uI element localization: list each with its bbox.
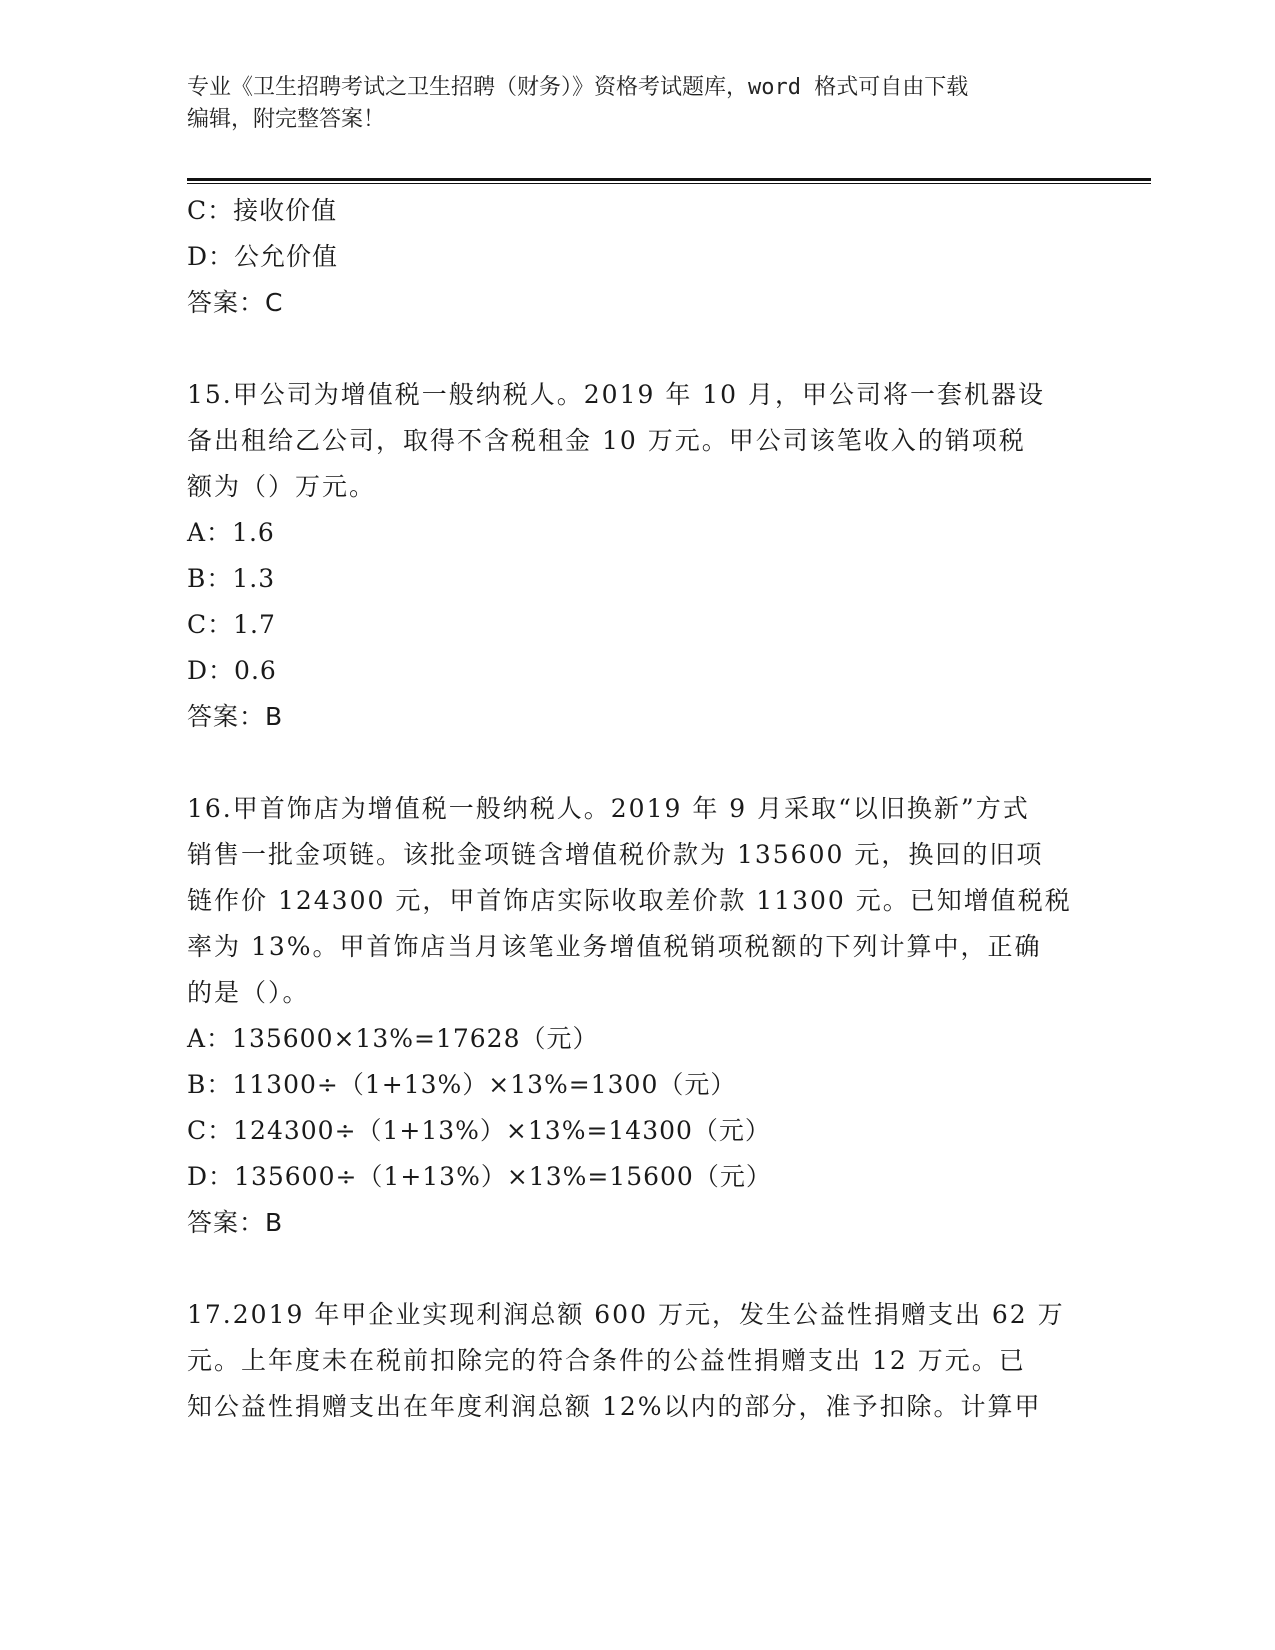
option-d: D：0.6 (187, 656, 277, 685)
answer-line: 答案：B (187, 1208, 284, 1237)
header-line-2: 编辑，附完整答案！ (187, 107, 386, 132)
question-text-line: 元。上年度未在税前扣除完的符合条件的公益性捐赠支出 12 万元。已 (187, 1346, 1026, 1375)
question-text-line: 15.甲公司为增值税一般纳税人。2019 年 10 月，甲公司将一套机器设 (187, 380, 1046, 409)
question-text-line: 率为 13%。甲首饰店当月该笔业务增值税销项税额的下列计算中，正确 (187, 932, 1042, 961)
document-body (187, 188, 1087, 1430)
option-b: B：11300÷（1+13%）×13%=1300（元） (187, 1070, 737, 1099)
spacer (187, 326, 1087, 372)
question-text-line: 的是（）。 (187, 978, 310, 1007)
question-17 (187, 1292, 1087, 1430)
question-text-line: 额为（）万元。 (187, 472, 377, 501)
answer-line: 答案：B (187, 702, 284, 731)
question-text-line: 备出租给乙公司，取得不含税租金 10 万元。甲公司该笔收入的销项税 (187, 426, 1026, 455)
option-a: A：1.6 (187, 518, 275, 547)
header-rule-thin (187, 183, 1151, 184)
question-14-tail (187, 188, 1087, 326)
question-text-line: 销售一批金项链。该批金项链含增值税价款为 135600 元，换回的旧项 (187, 840, 1044, 869)
question-15 (187, 372, 1087, 740)
header-rule-thick (187, 178, 1151, 181)
spacer (187, 1246, 1087, 1292)
option-a: A：135600×13%=17628（元） (187, 1024, 599, 1053)
question-16 (187, 786, 1087, 1246)
question-text-line: 链作价 124300 元，甲首饰店实际收取差价款 11300 元。已知增值税税 (187, 886, 1072, 915)
option-c: C：接收价值 (187, 196, 338, 225)
question-text-line: 16.甲首饰店为增值税一般纳税人。2019 年 9 月采取“以旧换新”方式 (187, 794, 1030, 823)
question-text-line: 知公益性捐赠支出在年度利润总额 12%以内的部分，准予扣除。计算甲 (187, 1392, 1042, 1421)
answer-line: 答案：C (187, 288, 284, 317)
header-line-1: 专业《卫生招聘考试之卫生招聘（财务）》资格考试题库，word 格式可自由下载 (187, 75, 969, 100)
document-header (187, 72, 1087, 136)
option-d: D：公允价值 (187, 242, 339, 271)
option-c: C：124300÷（1+13%）×13%=14300（元） (187, 1116, 771, 1145)
question-text-line: 17.2019 年甲企业实现利润总额 600 万元，发生公益性捐赠支出 62 万 (187, 1300, 1065, 1329)
option-d: D：135600÷（1+13%）×13%=15600（元） (187, 1162, 772, 1191)
option-c: C：1.7 (187, 610, 276, 639)
spacer (187, 740, 1087, 786)
option-b: B：1.3 (187, 564, 276, 593)
